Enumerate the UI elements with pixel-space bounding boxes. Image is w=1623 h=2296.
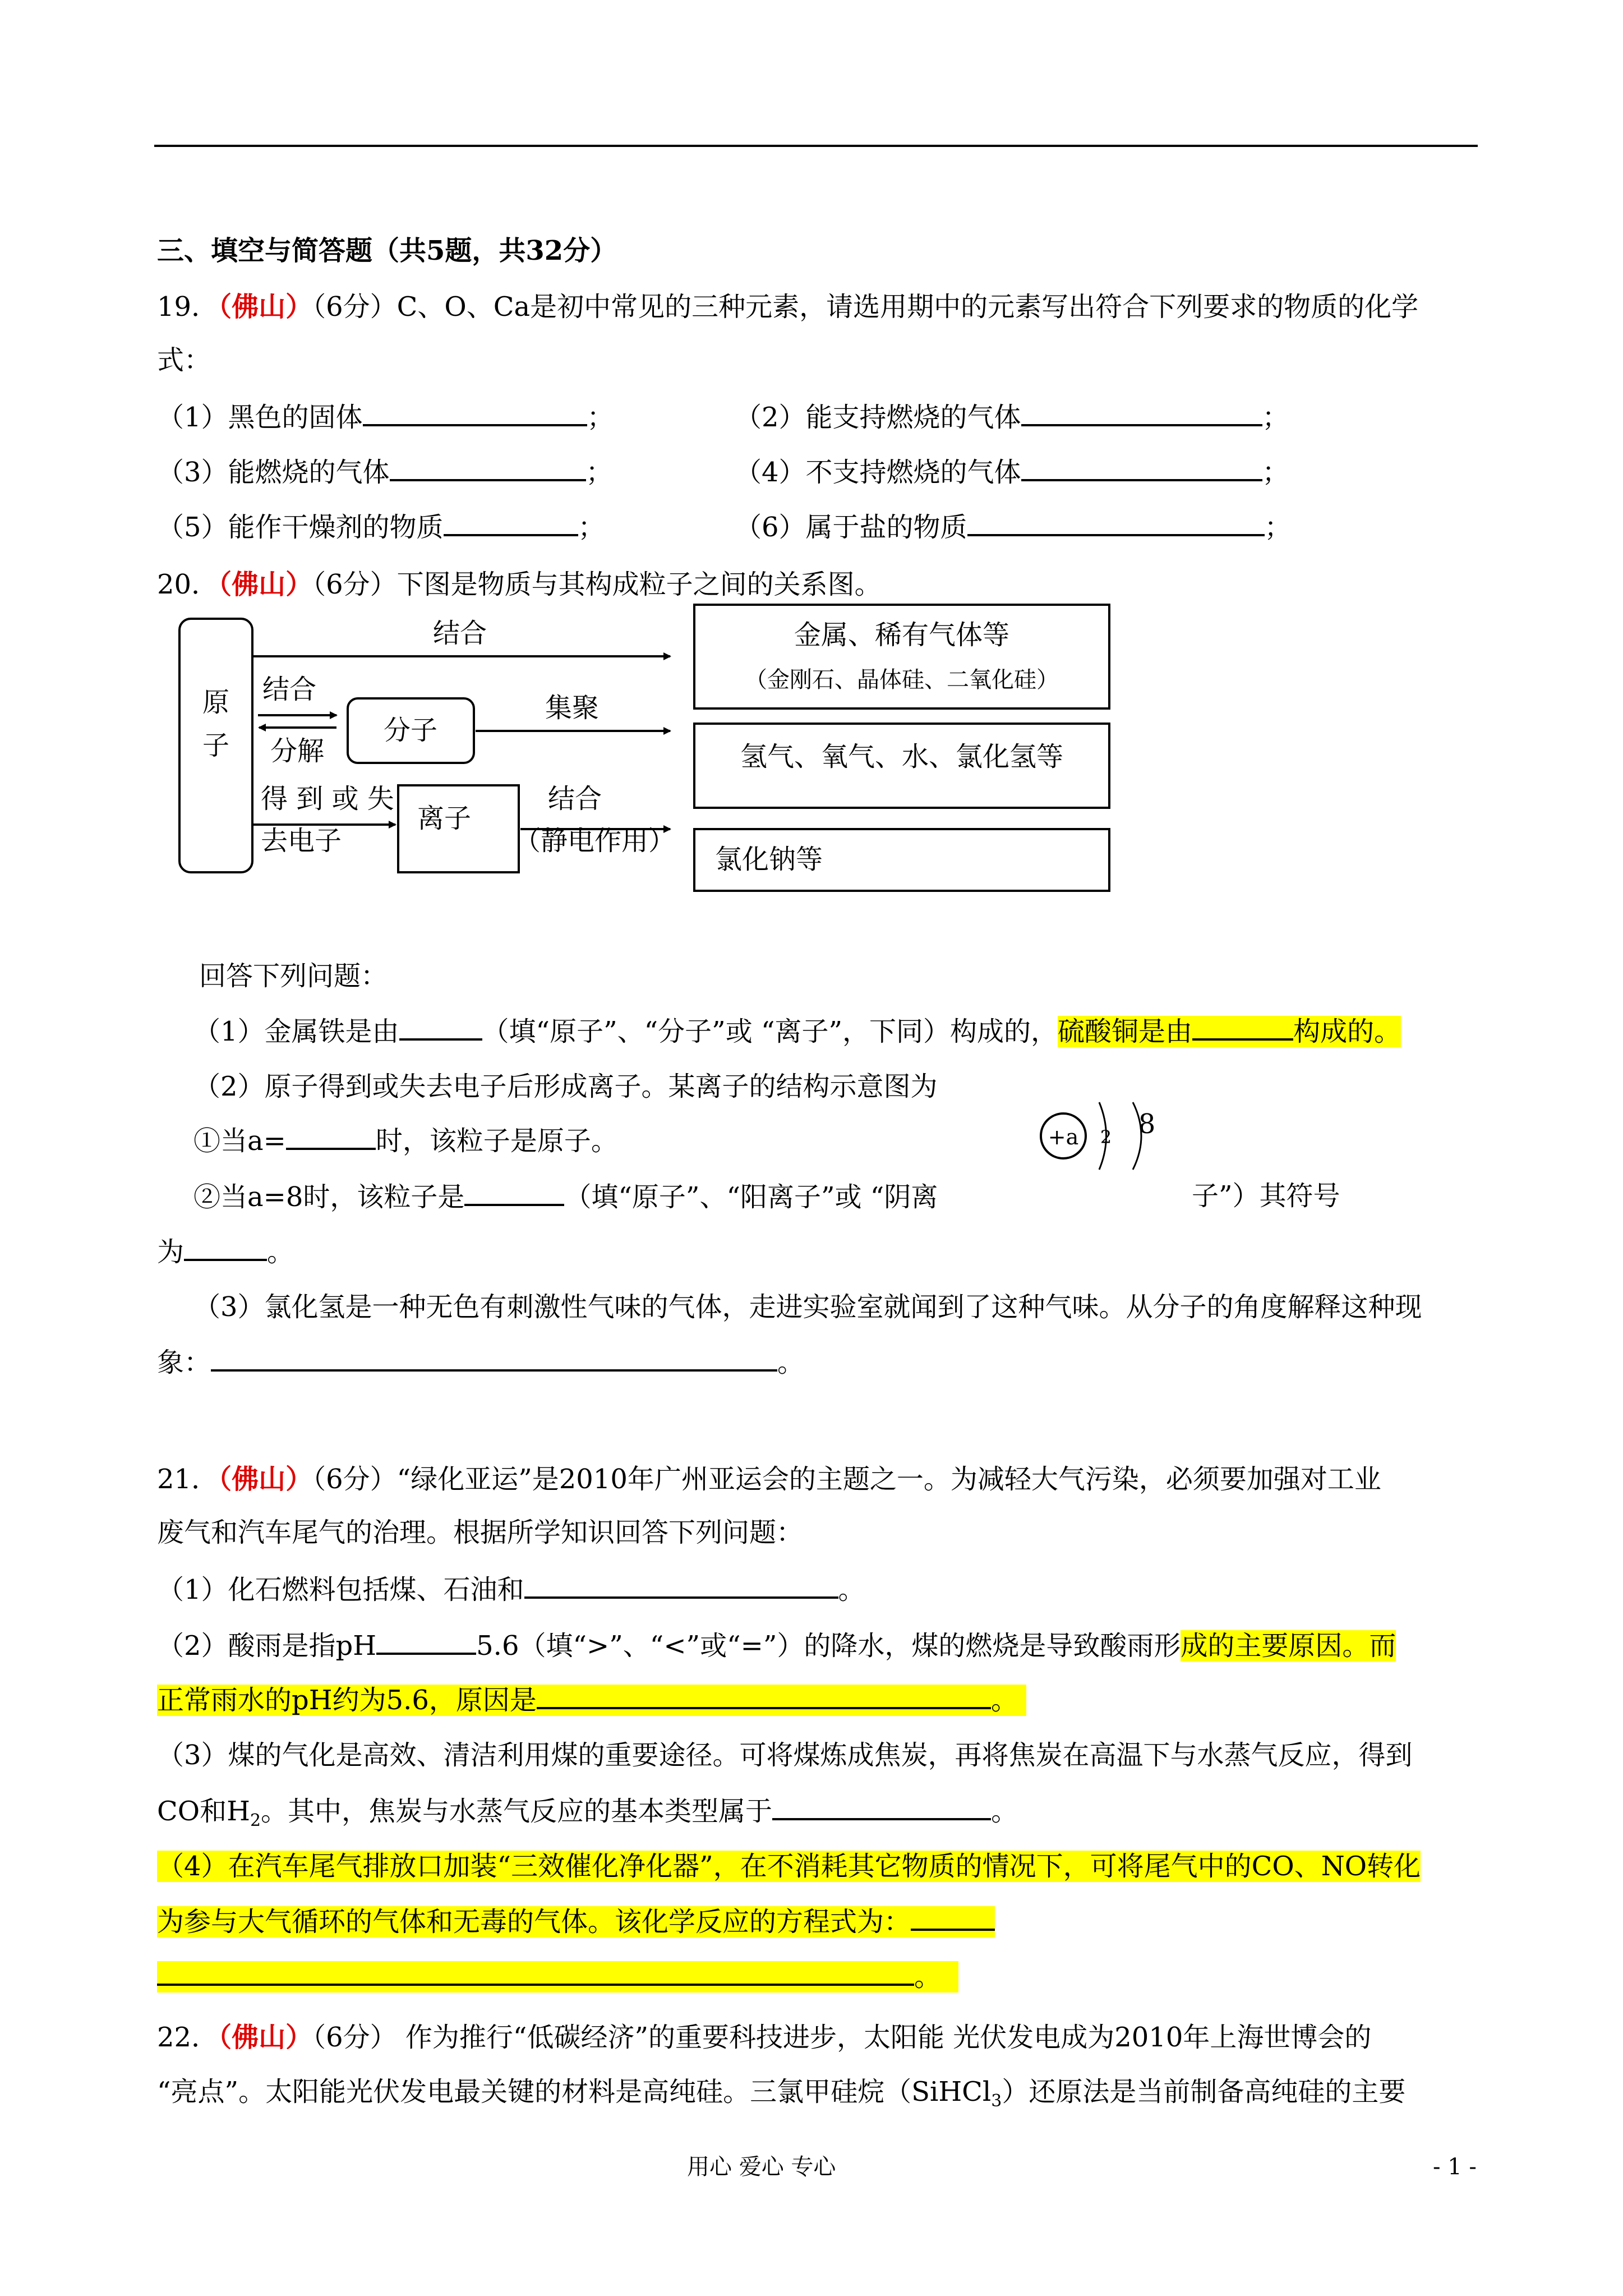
q19-number: 19． [157, 291, 219, 323]
q21-part4-line1: （4）在汽车尾气排放口加装“三效催化净化器”，在不消耗其它物质的情况下，可将尾气中的CO、NO转化 [157, 1851, 1421, 1882]
q19-stem-line2: 式： [157, 344, 211, 376]
section-title: 三、填空与简答题（共5题，共32分） [157, 235, 617, 266]
salt-box-label: 氯化钠等 [715, 844, 823, 875]
q22-stem-line2: “亮点”。太阳能光伏发电最关键的材料是高纯硅。三氯甲硅烷（SiHCl$_3$）还原法是当前制备高纯硅的主要 [157, 2076, 1406, 2111]
ion-label: 离子 [417, 803, 472, 834]
answer-blank[interactable] [1192, 1013, 1293, 1041]
answer-blank[interactable] [376, 1627, 476, 1655]
q19-item-4: （4）不支持燃烧的气体 ； [735, 453, 1289, 490]
answer-blank[interactable] [772, 1792, 991, 1820]
answer-blank[interactable] [537, 1681, 991, 1709]
answer-blank[interactable] [211, 1343, 777, 1372]
atom-label-2: 子 [202, 730, 230, 761]
q21-part1: （1）化石燃料包括煤、石油和 。 [157, 1571, 865, 1608]
combine-label-left: 结合 [262, 674, 317, 705]
combine-label-ion: 结合 [547, 783, 602, 815]
q19-stem: （6分）C、O、Ca是初中常见的三种元素，请选用期中的元素写出符合下列要求的物质的化学 [312, 291, 1419, 323]
metal-box-line2: （金刚石、晶体硅、二氧化硅） [745, 667, 1059, 693]
nucleus-charge: +a [1048, 1125, 1079, 1149]
answer-blank[interactable] [464, 1178, 564, 1206]
q21-stem-line2: 废气和汽车尾气的治理。根据所学知识回答下列问题： [157, 1517, 804, 1548]
q20-part2: （2）原子得到或失去电子后形成离子。某离子的结构示意图为 [193, 1071, 938, 1102]
q19-item-3: （3）能燃烧的气体 ； [157, 453, 613, 490]
q21-stem-line1: 21．（佛山）（6分）“绿化亚运”是2010年广州亚运会的主题之一。为减轻大气污染，必须要加强对工业 [157, 1464, 1381, 1495]
q20-part2-2-cont: 子”）其符号 [1192, 1180, 1340, 1212]
q19-item-2: （2）能支持燃烧的气体 ； [735, 398, 1289, 435]
q20-part2-2: ②当a=8时，该粒子是 （填“原子”、“阳离子”或 “阴离 [193, 1178, 938, 1215]
footer-motto: 用心 爱心 专心 [687, 2154, 836, 2180]
electrostatic-label: （静电作用） [513, 825, 676, 857]
shell1-count: 2 [1100, 1126, 1112, 1148]
page-number: - 1 - [1433, 2154, 1477, 2180]
ion-structure-diagram [1038, 1099, 1183, 1195]
q19-item-5: （5）能作干燥剂的物质 ； [157, 508, 605, 545]
molecule-label: 分子 [383, 715, 438, 746]
answer-blank[interactable] [286, 1122, 376, 1150]
metal-box-line1: 金属、稀有气体等 [794, 619, 1010, 651]
q21-part3-line1: （3）煤的气化是高效、清洁利用煤的重要途径。可将煤炼成焦炭，再将焦炭在高温下与水蒸气反应，得到 [157, 1740, 1413, 1771]
q21-part2-line2: 正常雨水的pH约为5.6，原因是 。 [157, 1681, 1026, 1718]
decompose-label: 分解 [270, 735, 325, 767]
q20-part1: （1）金属铁是由 （填“原子”、“分子”或 “离子”，下同）构成的，硫酸铜是由 构成的。 [193, 1013, 1401, 1050]
q20-part2-3: 为 。 [157, 1233, 294, 1270]
q22-stem-line1: 22．（佛山）（6分） 作为推行“低碳经济”的重要科技进步，太阳能 光伏发电成为2010年上海世博会的 [157, 2022, 1372, 2053]
shell2-count: 8 [1138, 1108, 1156, 1140]
combine-label-top: 结合 [432, 618, 487, 649]
particle-relation-diagram [0, 0, 1623, 954]
q21-part4-line3: 。 [157, 1958, 958, 1995]
gases-box-label: 氢气、氧气、水、氯化氢等 [740, 741, 1064, 772]
q21-part2-line1: （2）酸雨是指pH 5.6（填“>”、“<”或“=”）的降水，煤的燃烧是导致酸雨形成的主要原因。而 [157, 1627, 1396, 1664]
q21-part3-line2: CO和$H_2$。其中，焦炭与水蒸气反应的基本类型属于 。 [157, 1792, 1018, 1839]
atom-label-1: 原 [202, 687, 230, 718]
answer-blank[interactable] [399, 1013, 482, 1041]
gain-lose-label-1: 得 到 或 失 [261, 783, 394, 815]
q22-source: （佛山） [218, 2022, 313, 2053]
q21-source: （佛山） [218, 1464, 313, 1495]
answer-blank[interactable] [184, 1233, 267, 1261]
q20-answer-intro: 回答下列问题： [199, 960, 388, 992]
q20-part2-1: ①当a= 时，该粒子是原子。 [193, 1122, 618, 1159]
q20-stem: 20．（佛山）（6分）下图是物质与其构成粒子之间的关系图。 [157, 569, 882, 600]
q21-part4-line2: 为参与大气循环的气体和无毒的气体。该化学反应的方程式为： [157, 1903, 995, 1940]
q19-source: （佛山） [218, 291, 313, 323]
answer-blank[interactable] [911, 1903, 995, 1931]
q19-item-6: （6）属于盐的物质 ； [735, 508, 1292, 545]
answer-blank[interactable] [157, 1958, 914, 1986]
gather-label: 集聚 [545, 692, 600, 724]
q20-part3-line2: 象： 。 [157, 1343, 804, 1381]
q20-part3-line1: （3）氯化氢是一种无色有刺激性气味的气体，走进实验室就闻到了这种气味。从分子的角度解释这种现 [193, 1291, 1422, 1323]
answer-blank[interactable] [524, 1571, 838, 1599]
q19-item-1: （1）黑色的固体 ； [157, 398, 614, 435]
q20-source: （佛山） [218, 569, 313, 600]
gain-lose-label-2: 去电子 [261, 825, 342, 857]
